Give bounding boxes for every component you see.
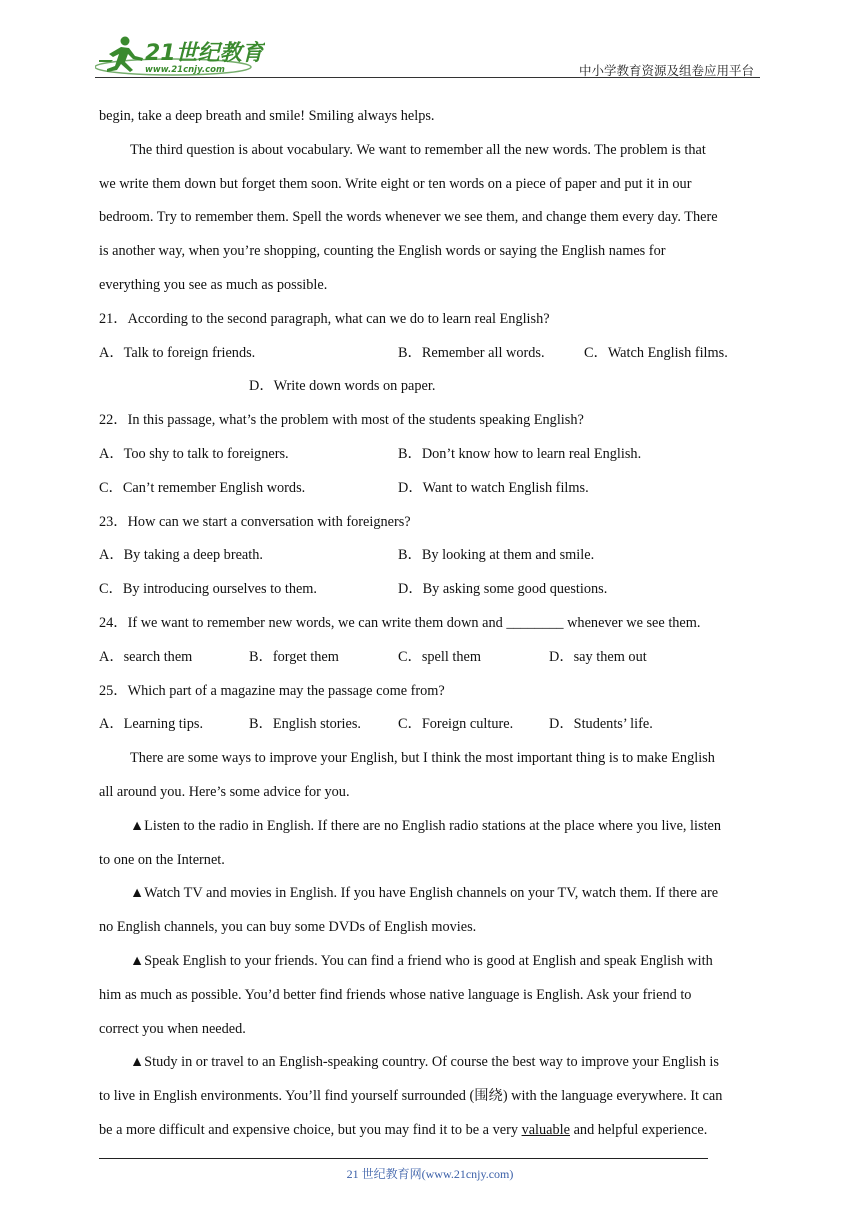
passage-line: ▲Study in or travel to an English-speaking country. Of course the best way to improve your English is [130,1054,719,1071]
passage-line: is another way, when you’re shopping, counting the English words or saying the English names for [99,243,666,260]
svg-text:www.21cnjy.com: www.21cnjy.com [145,65,225,75]
question-stem-21: 21．According to the second paragraph, what can we do to learn real English? [99,310,550,327]
option-c: C．By introducing ourselves to them. [99,581,318,598]
options-row [99,441,764,475]
text-segment: be a more difficult and expensive choice, but you may find it to be a very [99,1121,522,1138]
option-d: D．Want to watch English films. [398,479,589,496]
option-d: D．Students’ life. [549,716,653,733]
question-stem-24: 24．If we want to remember new words, we can write them down and ________ whenever we see them. [99,614,701,631]
option-d: D．Write down words on paper. [249,378,436,395]
options-row [99,644,764,678]
question-stem-23: 23．How can we start a conversation with foreigners? [99,513,411,530]
passage-line: begin, take a deep breath and smile! Smiling always helps. [99,108,435,124]
option-c: C．Foreign culture. [398,716,514,733]
options-row [99,340,764,374]
document-body [99,103,764,1151]
passage-line: ▲Watch TV and movies in English. If you have English channels on your TV, watch them. If there are [130,885,719,902]
option-d: D．By asking some good questions. [398,581,608,598]
underlined-word: valuable [521,1121,570,1138]
text-segment: and helpful experience. [570,1121,708,1138]
option-a: A．Learning tips. [99,716,204,733]
option-a: A．Too shy to talk to foreigners. [99,445,289,462]
page-footer: 21 世纪教育网(www.21cnjy.com) [346,1167,514,1181]
passage-line: all around you. Here’s some advice for you. [99,783,350,800]
passage-line: ▲Speak English to your friends. You can find a friend who is good at English and speak English with [130,952,713,969]
option-a: A．search them [99,648,193,665]
header-divider [95,77,760,78]
option-b: B．English stories. [249,716,361,733]
footer-divider [99,1158,708,1159]
options-row [99,373,764,407]
options-row [99,576,764,610]
option-b: B．Remember all words. [398,344,545,361]
passage-line: There are some ways to improve your English, but I think the most important thing is to make English [130,750,715,767]
question-stem-22: 22．In this passage, what’s the problem with most of the students speaking English? [99,412,584,429]
passage-line: ▲Listen to the radio in English. If there are no English radio stations at the place where you live, listen [130,817,722,834]
question-stem-25: 25．Which part of a magazine may the passage come from? [99,682,445,699]
option-c: C．Can’t remember English words. [99,479,306,496]
passage-line: everything you see as much as possible. [99,276,328,293]
option-a: A．By taking a deep breath. [99,547,263,564]
option-b: B．forget them [249,648,339,665]
options-row [99,542,764,576]
page-header [95,34,760,80]
passage-line: him as much as possible. You’d better find friends whose native language is English. Ask your friend to [99,986,692,1003]
options-row [99,711,764,745]
passage-line: correct you when needed. [99,1020,246,1037]
svg-text:21世纪教育: 21世纪教育 [145,41,264,66]
option-c: C．spell them [398,648,481,665]
passage-line: bedroom. Try to remember them. Spell the words whenever we see them, and change them every day. There [99,209,718,226]
passage-line: no English channels, you can buy some DVDs of English movies. [99,919,477,936]
option-b: B．Don’t know how to learn real English. [398,445,642,462]
option-b: B．By looking at them and smile. [398,547,595,564]
passage-line: to one on the Internet. [99,851,225,868]
passage-line: we write them down but forget them soon. Write eight or ten words on a piece of paper and put it in our [99,175,692,192]
passage-line: The third question is about vocabulary. We want to remember all the new words. The problem is that [130,141,706,158]
site-logo [95,34,265,78]
option-c: C．Watch English films. [584,344,728,361]
option-d: D．say them out [549,648,647,665]
platform-name: 中小学教育资源及组卷应用平台 [578,63,754,78]
passage-line [99,1117,764,1151]
options-row [99,475,764,509]
passage-line: to live in English environments. You’ll find yourself surrounded (围绕) with the language everywhere. It can [99,1088,723,1105]
option-a: A．Talk to foreign friends. [99,344,256,361]
